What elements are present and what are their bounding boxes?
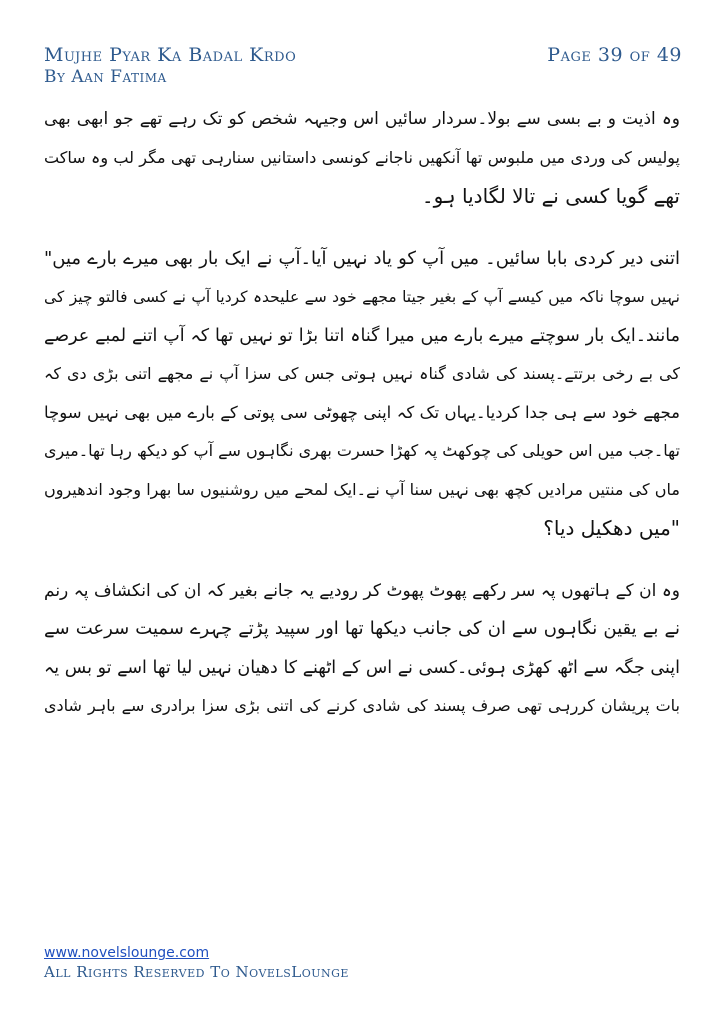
text-line: مجھے خود سے ہی جدا کردیا۔یہاں تک کہ اپنی چھوٹی سی پوتی کے بارے میں بھی نہیں سوچا [44, 402, 680, 422]
page-header [44, 44, 682, 88]
website-link[interactable]: www.novelslounge.com [44, 945, 210, 961]
novel-title: Mujhe Pyar Ka Badal Krdo [44, 44, 297, 66]
page-footer [44, 944, 349, 982]
text-line: وہ ان کے ہاتھوں پہ سر رکھے پھوٹ پھوٹ کر رودیے یہ جانے بغیر کہ ان کی انکشاف پہ رنم [44, 580, 680, 601]
text-line: تھے گویا کسی نے تالا لگادیا ہو۔ [421, 184, 680, 208]
text-line: وہ اذیت و بے بسی سے بولا۔سردار سائیں اس وجیہہ شخص کو تک رہے تھے جو ابھی بھی [44, 109, 680, 129]
paragraph-gap [44, 216, 680, 240]
text-line: کی بے رخی برتتے۔پسند کی شادی گناہ نہیں ہوتی جس کی سزا آپ نے مجھے اتنی بڑی دی کہ [44, 364, 680, 383]
text-line: اتنی دیر کردی بابا سائیں۔ میں آپ کو یاد نہیں آیا۔آپ نے ایک بار بھی میرے بارے میں" [44, 247, 680, 269]
text-line: پولیس کی وردی میں ملبوس تھا آنکھیں ناجانے کونسی داستانیں سنارہی تھی مگر لب وہ ساکت [44, 147, 680, 167]
paragraph-2 [44, 240, 680, 548]
text-line: اپنی جگہ سے اٹھ کھڑی ہوئی۔کسی نے اس کے اٹھنے کا دھیان نہیں لیا تھا اسے تو بس یہ [44, 657, 680, 678]
story-body [44, 100, 680, 726]
paragraph-1 [44, 100, 680, 216]
text-line: مانند۔ایک بار سوچتے میرے بارے میں میرا گناہ اتنا بڑا تو نہیں تھا کہ آپ اتنے لمبے عرصے [44, 325, 680, 346]
page-number: Page 39 of 49 [547, 44, 682, 66]
paragraph-3 [44, 572, 680, 726]
text-line: تھا۔جب میں اس حویلی کی چوکھٹ پہ کھڑا حسرت بھری نگاہوں سے آپ کو دیکھ رہا تھا۔میری [44, 441, 680, 460]
paragraph-gap [44, 548, 680, 572]
text-line: "میں دھکیل دیا؟ [543, 516, 680, 540]
text-line: نے بے یقین نگاہوں سے ان کی جانب دیکھا تھا اور سپید پڑتے چہرے سمیت سرعت سے [44, 618, 680, 639]
text-line: ماں کی منتیں مرادیں کچھ بھی نہیں سنا آپ نے۔ایک لمحے میں روشنیوں سا بھرا وجود اندھیروں [44, 479, 680, 499]
header-left [44, 44, 296, 88]
author-name: By Aan Fatima [44, 67, 167, 87]
text-line: بات پریشان کررہی تھی صرف پسند کی شادی کرنے کی اتنی بڑی سزا برادری سے باہر شادی [44, 696, 680, 715]
text-line: نہیں سوچا ناکہ میں کیسے آپ کے بغیر جیتا مجھے خود سے علیحدہ کردیا آپ نے کسی فالتو چیز کی [44, 288, 680, 306]
copyright-notice: All Rights Reserved To NovelsLounge [44, 963, 349, 981]
